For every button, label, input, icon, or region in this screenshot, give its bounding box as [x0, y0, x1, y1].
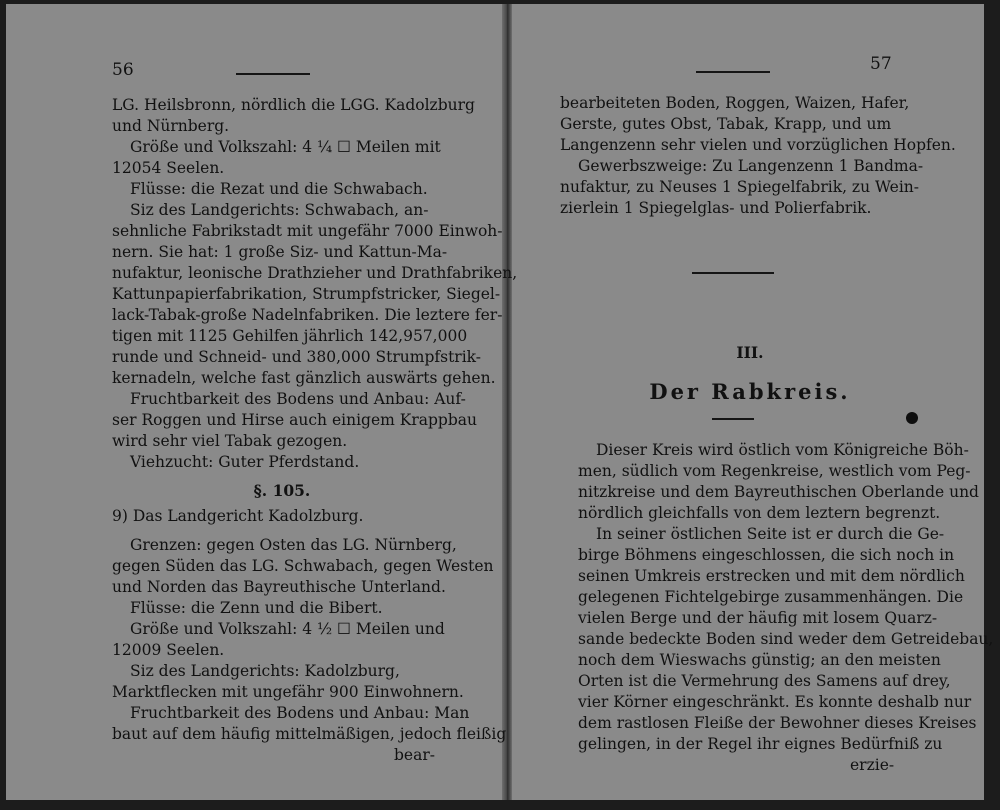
text-line: tigen mit 1125 Gehilfen jährlich 142,957,000: [112, 327, 468, 345]
page-number: 56: [112, 60, 134, 80]
book-spread: [6, 4, 998, 800]
text-line: Orten ist die Vermehrung des Samens auf drey,: [578, 672, 951, 690]
text-line: 12009 Seelen.: [112, 641, 225, 659]
text-line: Gewerbszweige: Zu Langenzenn 1 Bandma-: [578, 157, 924, 175]
section-rule: [692, 272, 774, 274]
chapter-title: Der Rabkreis.: [649, 379, 851, 404]
text-line: nufaktur, zu Neuses 1 Spiegelfabrik, zu Wein-: [560, 178, 920, 196]
text-line: 12054 Seelen.: [112, 159, 225, 177]
text-line: vielen Berge und der häufig mit losem Quarz-: [578, 609, 938, 627]
text-line: noch dem Wieswachs günstig; an den meisten: [578, 651, 941, 669]
page-number: 57: [870, 54, 892, 74]
text-line: kernadeln, welche fast gänzlich auswärts gehen.: [112, 369, 496, 387]
text-line: Flüsse: die Zenn und die Bibert.: [130, 599, 383, 617]
section-title: 9) Das Landgericht Kadolzburg.: [112, 507, 364, 525]
text-line: Größe und Volkszahl: 4 ¼ ☐ Meilen mit: [130, 138, 441, 156]
text-line: men, südlich vom Regenkreise, westlich vom Peg-: [578, 462, 971, 480]
text-line: vier Körner eingeschränkt. Es konnte deshalb nur: [578, 693, 972, 711]
text-line: In seiner östlichen Seite ist er durch die Ge-: [596, 525, 945, 543]
text-line: zierlein 1 Spiegelglas- und Polierfabrik.: [560, 199, 872, 217]
text-line: Marktflecken mit ungefähr 900 Einwohnern.: [112, 683, 464, 701]
catchword: bear-: [394, 746, 435, 764]
left-page: [6, 4, 518, 800]
title-rule: [712, 418, 754, 420]
text-line: bearbeiteten Boden, Roggen, Waizen, Hafer,: [560, 94, 910, 112]
text-line: Langenzenn sehr vielen und vorzüglichen Hopfen.: [560, 136, 956, 154]
text-line: nördlich gleichfalls von dem leztern begrenzt.: [578, 504, 941, 522]
text-line: LG. Heilsbronn, nördlich die LGG. Kadolzburg: [112, 96, 475, 114]
text-line: nitzkreise und dem Bayreuthischen Oberlande und: [578, 483, 979, 501]
text-line: seinen Umkreis erstrecken und mit dem nördlich: [578, 567, 965, 585]
text-line: birge Böhmens eingeschlossen, die sich noch in: [578, 546, 955, 564]
text-line: gelegenen Fichtelgebirge zusammenhängen. Die: [578, 588, 964, 606]
section-number: §. 105.: [253, 481, 311, 500]
text-line: runde und Schneid- und 380,000 Strumpfstrik-: [112, 348, 482, 366]
text-line: Dieser Kreis wird östlich vom Königreiche Böh-: [596, 441, 969, 459]
text-line: Kattunpapierfabrikation, Strumpfstricker, Siegel-: [112, 285, 501, 303]
text-line: Größe und Volkszahl: 4 ½ ☐ Meilen und: [130, 620, 445, 638]
header-rule: [696, 71, 770, 73]
text-line: sande bedeckte Boden sind weder dem Getreidebau,: [578, 630, 994, 648]
text-line: gegen Süden das LG. Schwabach, gegen Westen: [112, 557, 494, 575]
text-line: Fruchtbarkeit des Bodens und Anbau: Man: [130, 704, 470, 722]
text-line: Grenzen: gegen Osten das LG. Nürnberg,: [130, 536, 457, 554]
right-page: [506, 4, 998, 800]
catchword: erzie-: [850, 756, 895, 774]
text-line: lack-Tabak-große Nadelnfabriken. Die leztere fer-: [112, 306, 503, 324]
header-rule: [236, 73, 310, 75]
text-line: Viehzucht: Guter Pferdstand.: [130, 453, 360, 471]
text-line: und Norden das Bayreuthische Unterland.: [112, 578, 446, 596]
text-line: und Nürnberg.: [112, 117, 230, 135]
text-line: baut auf dem häufig mittelmäßigen, jedoch fleißig: [112, 725, 507, 743]
text-line: Gerste, gutes Obst, Tabak, Krapp, und um: [560, 115, 892, 133]
text-line: wird sehr viel Tabak gezogen.: [112, 432, 348, 450]
text-line: nern. Sie hat: 1 große Siz- und Kattun-Ma-: [112, 243, 448, 261]
text-line: ser Roggen und Hirse auch einigem Krappbau: [112, 411, 477, 429]
text-line: Siz des Landgerichts: Schwabach, an-: [130, 201, 429, 219]
text-line: dem rastlosen Fleiße der Bewohner dieses Kreises: [578, 714, 977, 732]
ink-blot: [906, 412, 918, 424]
text-line: Fruchtbarkeit des Bodens und Anbau: Auf-: [130, 390, 466, 408]
text-line: sehnliche Fabrikstadt mit ungefähr 7000 Einwoh-: [112, 222, 503, 240]
text-line: Flüsse: die Rezat und die Schwabach.: [130, 180, 428, 198]
text-line: nufaktur, leonische Drathzieher und Drathfabriken,: [112, 264, 518, 282]
text-line: gelingen, in der Regel ihr eignes Bedürfniß zu: [578, 735, 943, 753]
chapter-number: III.: [736, 343, 764, 362]
text-line: Siz des Landgerichts: Kadolzburg,: [130, 662, 400, 680]
